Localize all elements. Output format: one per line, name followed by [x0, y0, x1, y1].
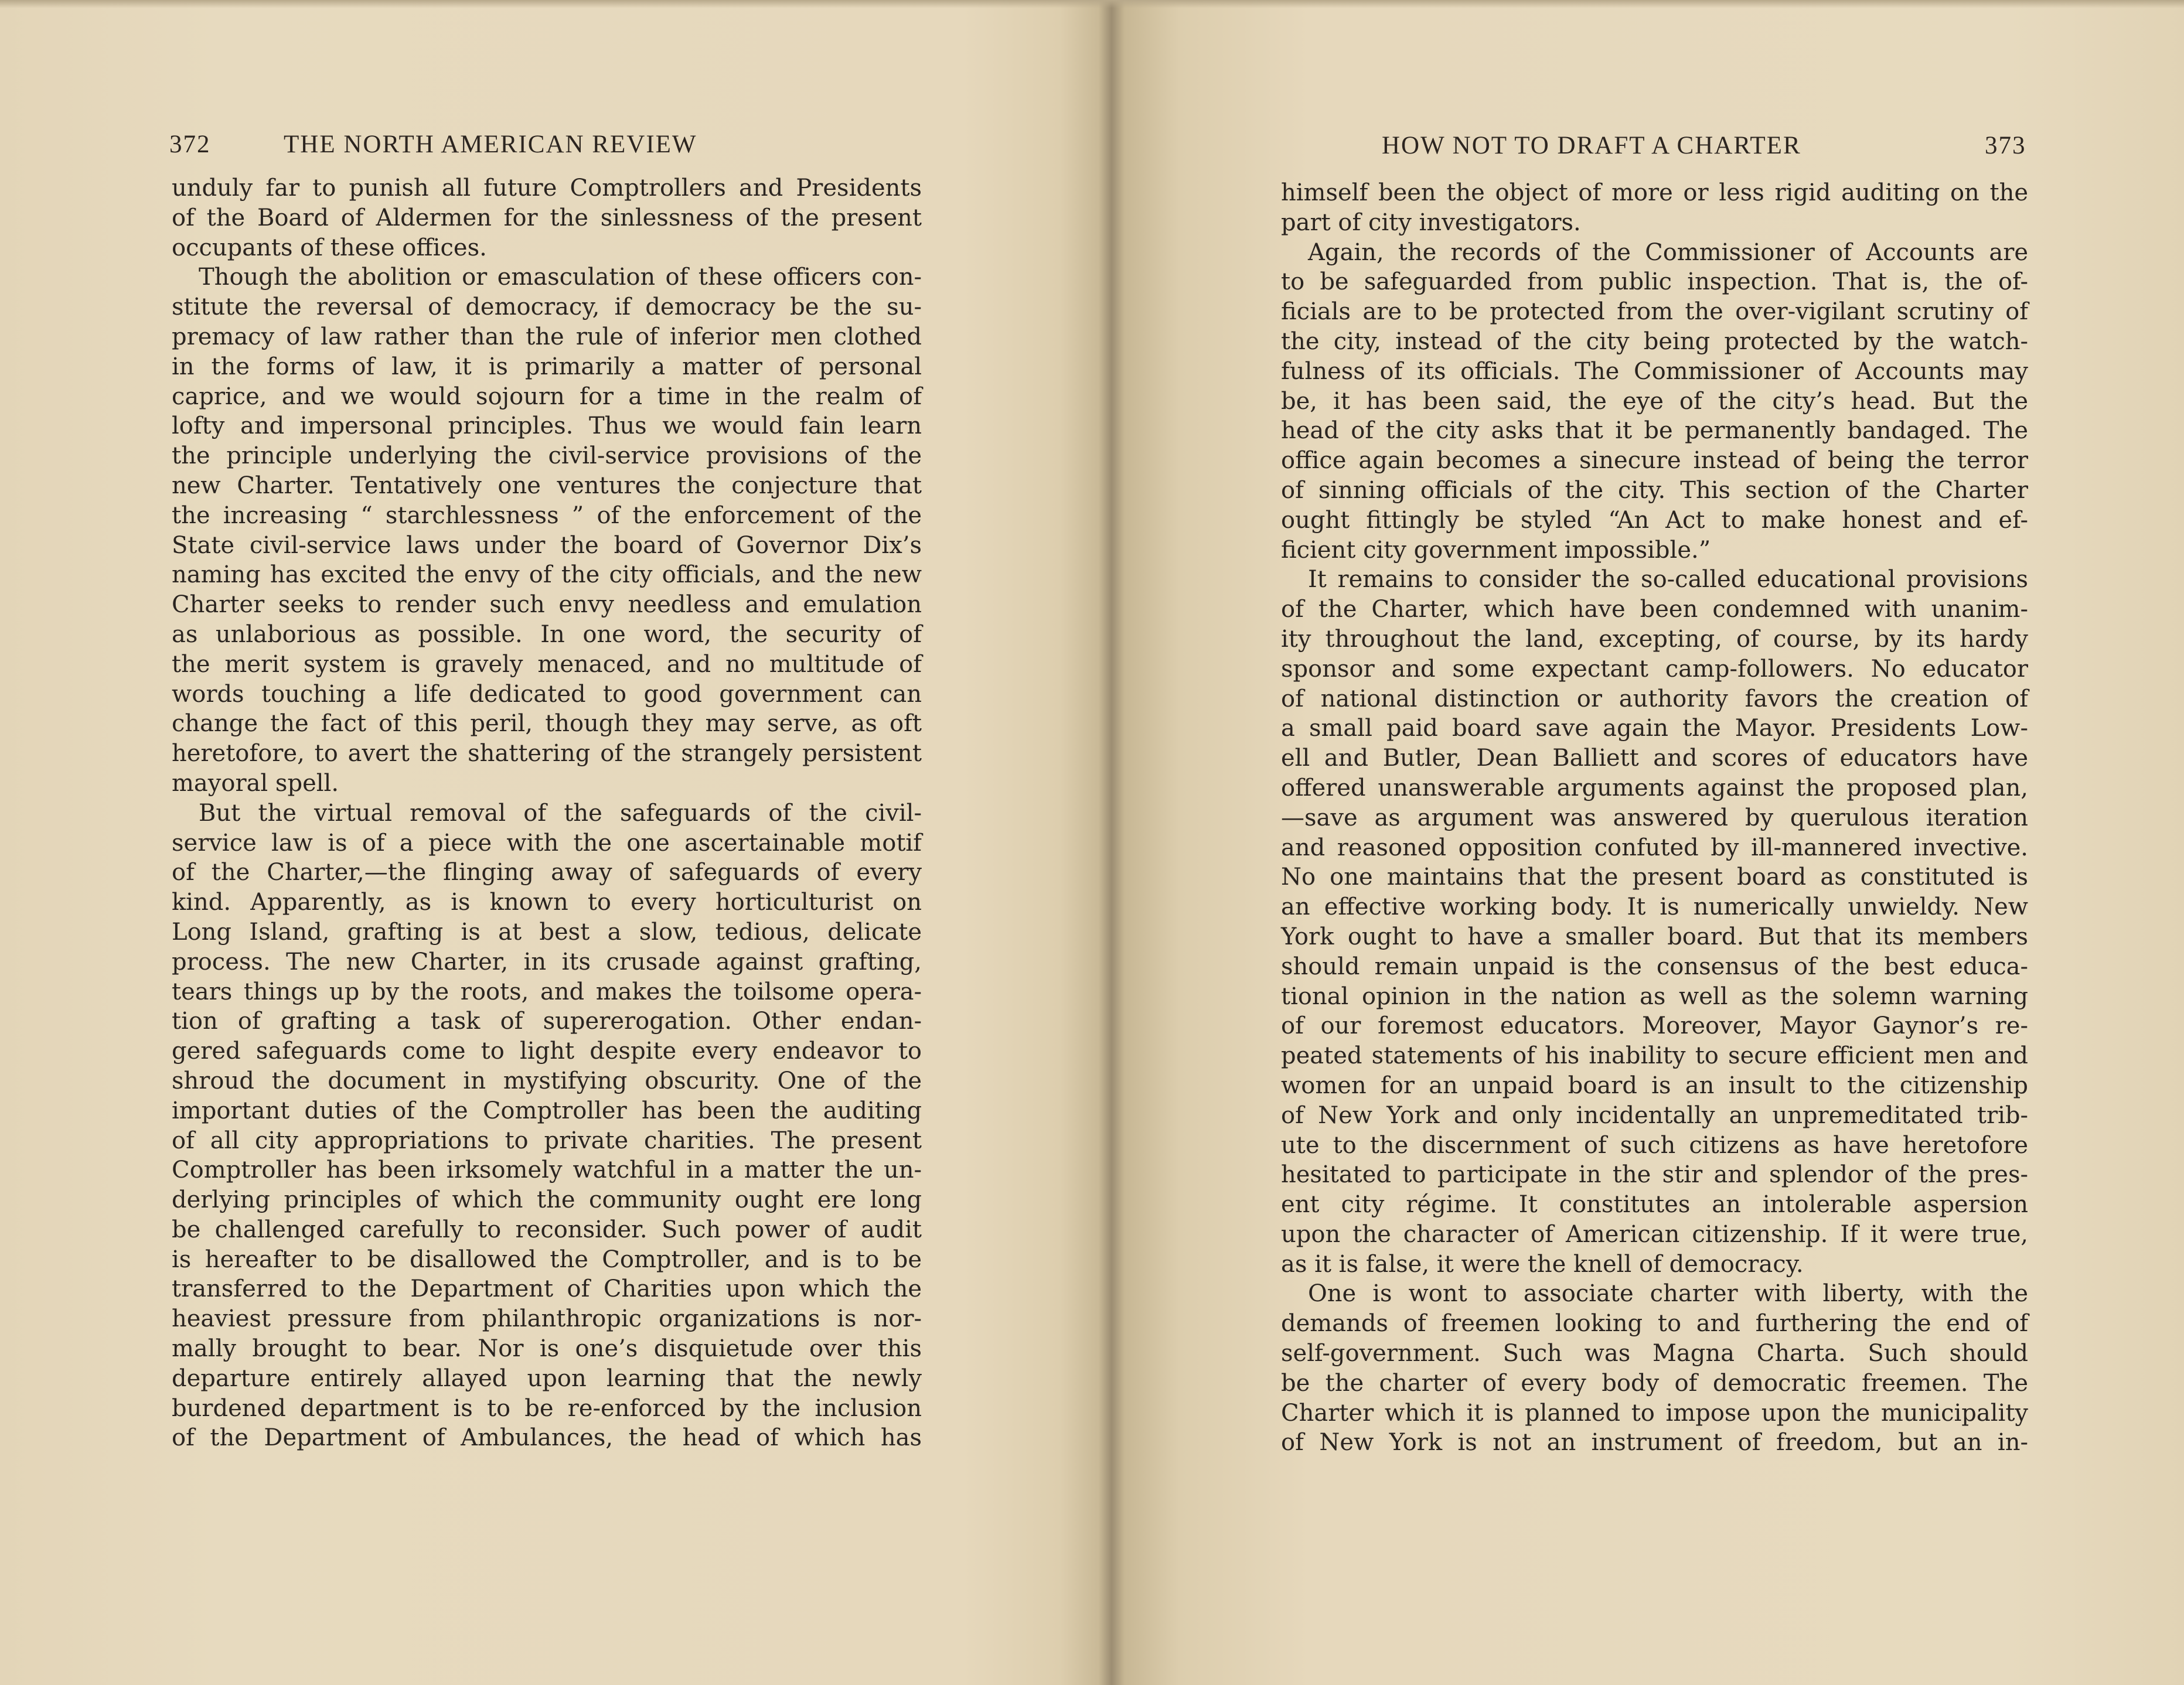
text-line: be the charter of every body of democratic freemen. The — [1281, 1369, 2028, 1397]
text-line: the increasing “ starchlessness ” of the enforcement of the — [172, 502, 922, 529]
left-page — [0, 0, 1090, 1685]
text-line: shroud the document in mystifying obscurity. One of the — [172, 1067, 922, 1094]
text-line: ent city régime. It constitutes an intolerable aspersion — [1281, 1191, 2028, 1219]
left-body-text — [172, 173, 922, 1453]
text-line: of the Charter, which have been condemned with unanim- — [1281, 596, 2028, 623]
text-line: ity throughout the land, excepting, of course, by its hardy — [1281, 625, 2028, 653]
text-line: ficient city government impossible.” — [1281, 536, 1711, 564]
page-number-right: 373 — [1985, 132, 2026, 159]
text-line: heaviest pressure from philanthropic organizations is nor- — [172, 1305, 922, 1333]
text-line: tional opinion in the nation as well as the solemn warning — [1281, 983, 2028, 1010]
text-line: kind. Apparently, as is known to every horticulturist on — [172, 889, 922, 916]
text-line: Charter which it is planned to impose upon the municipality — [1281, 1399, 2028, 1427]
text-line: in the forms of law, it is primarily a matter of personal — [172, 353, 922, 380]
text-line: of our foremost educators. Moreover, Mayor Gaynor’s re- — [1281, 1012, 2028, 1040]
text-line: of the Charter,—the flinging away of safeguards of every — [172, 859, 922, 886]
right-page — [1095, 0, 2184, 1685]
text-line: occupants of these offices. — [172, 234, 487, 261]
text-line: an effective working body. It is numerically unwieldy. New — [1281, 893, 2028, 921]
text-line: as unlaborious as possible. In one word, the security of — [172, 620, 922, 648]
text-line: important duties of the Comptroller has been the auditing — [172, 1097, 922, 1124]
right-body-text — [1281, 178, 2028, 1458]
text-line: words touching a life dedicated to good government can — [172, 680, 922, 708]
text-line: heretofore, to avert the shattering of the strangely persistent — [172, 740, 922, 768]
text-line: tears things up by the roots, and makes the toilsome opera- — [172, 978, 922, 1005]
text-line: tion of grafting a task of supererogation. Other endan- — [172, 1008, 922, 1035]
text-line: a small paid board save again the Mayor. Presidents Low- — [1281, 715, 2028, 742]
text-line: burdened department is to be re-enforced by the inclusion — [172, 1394, 922, 1422]
text-line: of national distinction or authority favors the creation of — [1281, 685, 2028, 712]
text-line: the merit system is gravely menaced, and no multitude of — [172, 650, 922, 678]
text-line: of sinning officials of the city. This section of the Charter — [1281, 476, 2028, 504]
text-line: York ought to have a smaller board. But that its members — [1281, 923, 2028, 950]
text-line: fulness of its officials. The Commissioner of Accounts may — [1281, 357, 2028, 385]
text-line: gered safeguards come to light despite every endeavor to — [172, 1038, 922, 1065]
text-line: himself been the object of more or less rigid auditing on the — [1281, 179, 2028, 206]
text-line: of all city appropriations to private charities. The present — [172, 1127, 922, 1154]
journal-title: THE NORTH AMERICAN REVIEW — [284, 131, 697, 158]
text-line: of New York is not an instrument of freedom, but an in- — [1281, 1429, 2028, 1457]
text-line: Again, the records of the Commissioner of Accounts are — [1308, 238, 2028, 266]
text-line: of the Department of Ambulances, the head of which has — [172, 1424, 922, 1452]
text-line: caprice, and we would sojourn for a time in the realm of — [172, 383, 922, 410]
text-line: ficials are to be protected from the over-vigilant scrutiny of — [1281, 298, 2028, 326]
text-line: State civil-service laws under the board of Governor Dix’s — [172, 531, 922, 559]
text-line: —save as argument was answered by querulous iteration — [1281, 804, 2028, 831]
text-line: One is wont to associate charter with liberty, with the — [1308, 1280, 2028, 1308]
text-line: peated statements of his inability to secure efficient men and — [1281, 1042, 2028, 1070]
text-line: No one maintains that the present board as constituted is — [1281, 864, 2028, 891]
text-line: self-government. Such was Magna Charta. Such should — [1281, 1340, 2028, 1367]
text-line: ell and Butler, Dean Balliett and scores of educators have — [1281, 745, 2028, 772]
text-line: unduly far to punish all future Comptrollers and Presidents — [172, 175, 922, 202]
text-line: change the fact of this peril, though they may serve, as oft — [172, 710, 922, 738]
text-line: should remain unpaid is the consensus of the best educa- — [1281, 953, 2028, 980]
text-line: service law is of a piece with the one ascertainable motif — [172, 829, 922, 857]
text-line: of the Board of Aldermen for the sinlessness of the present — [172, 204, 922, 231]
text-line: departure entirely allayed upon learning that the newly — [172, 1365, 922, 1392]
text-line: process. The new Charter, in its crusade against grafting, — [172, 948, 922, 975]
text-line: to be safeguarded from public inspection. That is, the of- — [1281, 268, 2028, 296]
text-line: Comptroller has been irksomely watchful in a matter the un- — [172, 1157, 922, 1184]
text-line: Long Island, grafting is at best a slow, tedious, delicate — [172, 918, 922, 946]
text-line: ought fittingly be styled “An Act to make honest and ef- — [1281, 506, 2028, 534]
article-title: HOW NOT TO DRAFT A CHARTER — [1382, 132, 1801, 159]
text-line: But the virtual removal of the safeguards of the civil- — [199, 799, 922, 827]
text-line: office again becomes a sinecure instead of being the terror — [1281, 447, 2028, 475]
text-line: hesitated to participate in the stir and splendor of the pres- — [1281, 1161, 2028, 1189]
text-line: be, it has been said, the eye of the city’s head. But the — [1281, 387, 2028, 415]
text-line: as it is false, it were the knell of democracy. — [1281, 1250, 1804, 1278]
text-line: women for an unpaid board is an insult to the citizenship — [1281, 1072, 2028, 1099]
text-line: transferred to the Department of Charities upon which the — [172, 1275, 922, 1303]
text-line: naming has excited the envy of the city officials, and the new — [172, 561, 922, 589]
text-line: is hereafter to be disallowed the Comptroller, and is to be — [172, 1246, 922, 1273]
text-line: derlying principles of which the community ought ere long — [172, 1186, 922, 1214]
text-line: of New York and only incidentally an unpremeditated trib- — [1281, 1101, 2028, 1129]
text-line: the principle underlying the civil-service provisions of the — [172, 442, 922, 470]
text-line: and reasoned opposition confuted by ill-mannered invective. — [1281, 834, 2028, 861]
text-line: Charter seeks to render such envy needless and emulation — [172, 591, 922, 619]
text-line: premacy of law rather than the rule of inferior men clothed — [172, 323, 922, 350]
text-line: the city, instead of the city being protected by the watch- — [1281, 328, 2028, 355]
text-line: offered unanswerable arguments against the proposed plan, — [1281, 774, 2028, 801]
text-line: part of city investigators. — [1281, 209, 1581, 236]
text-line: ute to the discernment of such citizens as have heretofore — [1281, 1131, 2028, 1159]
text-line: It remains to consider the so-called educational provisions — [1308, 566, 2028, 593]
text-line: mayoral spell. — [172, 769, 339, 797]
text-line: stitute the reversal of democracy, if democracy be the su- — [172, 294, 922, 321]
text-line: new Charter. Tentatively one ventures the conjecture that — [172, 472, 922, 499]
text-line: demands of freemen looking to and furthering the end of — [1281, 1310, 2028, 1338]
text-line: upon the character of American citizenship. If it were true, — [1281, 1220, 2028, 1248]
text-line: mally brought to bear. Nor is one’s disquietude over this — [172, 1335, 922, 1363]
text-line: be challenged carefully to reconsider. Such power of audit — [172, 1216, 922, 1243]
text-line: lofty and impersonal principles. Thus we would fain learn — [172, 412, 922, 440]
text-line: head of the city asks that it be permanently bandaged. The — [1281, 417, 2028, 445]
page-number-left: 372 — [169, 131, 211, 158]
text-line: Though the abolition or emasculation of these officers con- — [199, 264, 922, 291]
text-line: sponsor and some expectant camp-followers. No educator — [1281, 655, 2028, 683]
